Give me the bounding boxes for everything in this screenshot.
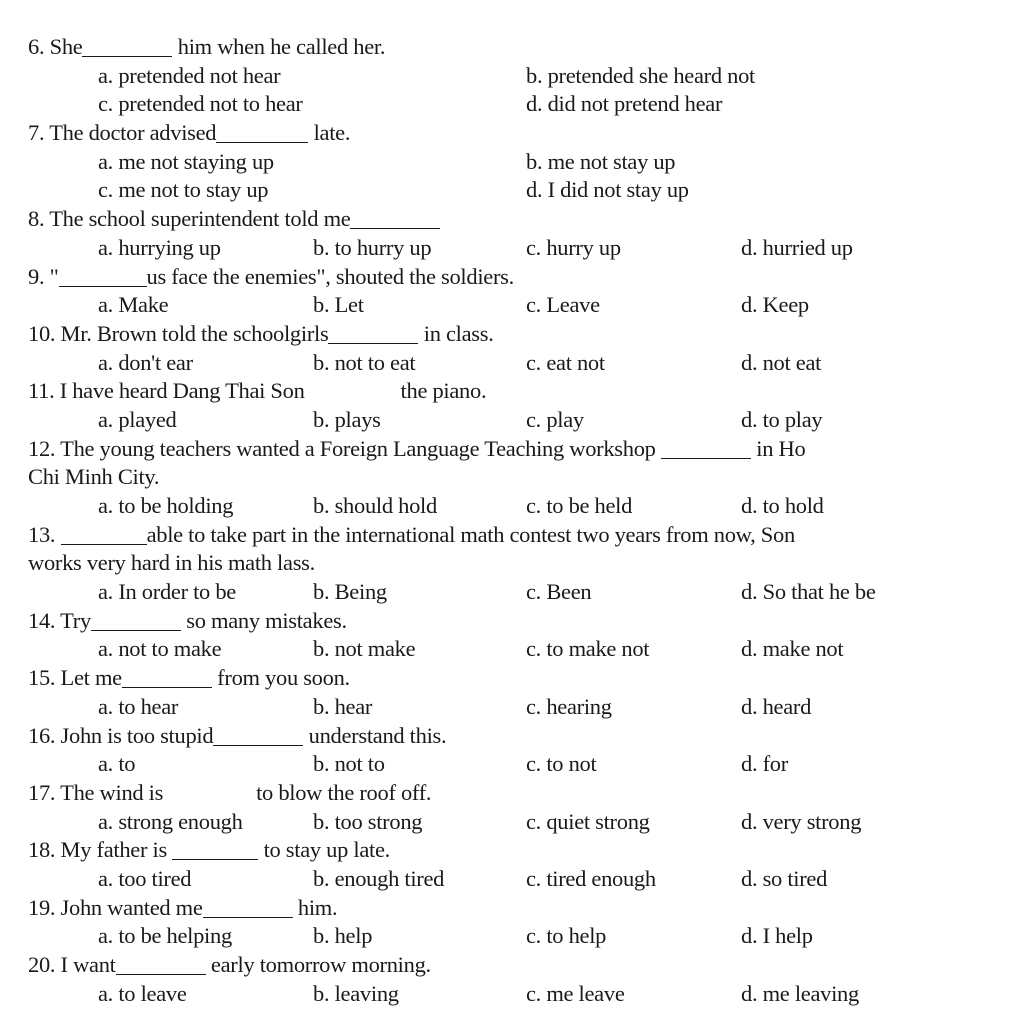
option-c: c. eat not <box>526 349 605 375</box>
question-16-prompt: 16. John is too stupid <box>28 722 214 748</box>
question-15-options <box>28 693 998 722</box>
option-a: a. to be holding <box>98 493 234 518</box>
option-d: d. hurried up <box>741 234 853 260</box>
question-19-prompt: 19. John wanted me <box>28 894 203 920</box>
question-7-prompt: 7. The doctor advised <box>28 120 217 146</box>
option-b: b. not to <box>313 751 385 777</box>
answer-blank <box>213 725 303 746</box>
question-7-options-row-2 <box>28 176 998 205</box>
question-19-options <box>28 922 998 951</box>
answer-blank <box>91 610 181 631</box>
answer-blank <box>203 897 293 918</box>
question-18-prompt: 18. My father is <box>28 837 173 863</box>
option-c: c. me not to stay up <box>98 177 269 203</box>
question-13-prompt: 13. <box>28 521 61 547</box>
question-14-prompt-end: so many mistakes. <box>180 607 347 633</box>
option-b: b. plays <box>313 406 381 432</box>
question-6-prompt: 6. She <box>28 34 83 59</box>
option-d: d. heard <box>741 693 812 719</box>
question-20-prompt: 20. I want <box>28 952 116 977</box>
question-9-prompt: 9. " <box>28 263 59 289</box>
option-c: c. tired enough <box>526 865 656 891</box>
option-a: a. too tired <box>98 865 192 891</box>
option-c: c. to make not <box>526 636 650 662</box>
question-14-prompt: 14. Try <box>28 607 91 633</box>
option-a: a. In order to be <box>98 579 236 605</box>
option-c: c. play <box>526 406 584 432</box>
option-c: c. quiet strong <box>526 808 650 834</box>
question-20-prompt-end: early tomorrow morning. <box>205 952 431 977</box>
answer-blank <box>82 36 172 57</box>
option-a: a. to leave <box>98 980 187 1006</box>
option-b: b. Being <box>313 579 387 605</box>
option-b: b. hear <box>313 693 373 719</box>
option-a: a. hurrying up <box>98 234 221 260</box>
question-6-options-row-2 <box>28 90 998 119</box>
question-11-prompt: 11. I have heard Dang Thai Son <box>28 378 305 404</box>
option-d: d. not eat <box>741 349 822 375</box>
answer-blank <box>661 438 751 459</box>
question-11-options <box>28 406 998 435</box>
answer-blank <box>163 783 256 803</box>
option-c: c. hurry up <box>526 234 621 260</box>
option-d: d. so tired <box>741 865 828 891</box>
option-c: c. to not <box>526 751 597 777</box>
question-15-prompt: 15. Let me <box>28 665 122 691</box>
question-12-prompt-cont: Chi Minh City. <box>28 464 160 490</box>
option-b: b. leaving <box>313 980 399 1006</box>
question-16-prompt-end: understand this. <box>303 722 447 748</box>
option-a: a. me not staying up <box>98 148 274 174</box>
answer-blank <box>305 381 401 401</box>
question-17 <box>28 779 998 808</box>
question-8 <box>28 205 998 234</box>
question-8-prompt: 8. The school superintendent told me <box>28 206 351 232</box>
question-8-options <box>28 234 998 263</box>
answer-blank <box>216 122 308 143</box>
option-b: b. pretended she heard not <box>526 62 755 88</box>
question-7 <box>28 119 998 148</box>
question-19-prompt-end: him. <box>292 894 338 920</box>
exercise-worksheet <box>28 33 998 1008</box>
answer-blank <box>122 667 212 688</box>
question-10-prompt-end: in class. <box>418 320 494 346</box>
question-18-options <box>28 865 998 894</box>
option-c: c. Leave <box>526 292 600 318</box>
question-15 <box>28 664 998 693</box>
option-c: c. me leave <box>526 980 625 1006</box>
question-14 <box>28 607 998 636</box>
question-6 <box>28 33 998 62</box>
option-b: b. enough tired <box>313 865 445 891</box>
answer-blank <box>61 524 147 545</box>
option-a: a. to <box>98 751 136 777</box>
question-6-options-row-1 <box>28 62 998 91</box>
option-b: b. too strong <box>313 808 423 834</box>
option-b: b. help <box>313 923 373 949</box>
question-10 <box>28 320 998 349</box>
question-17-prompt: 17. The wind is <box>28 779 164 805</box>
option-a: a. to hear <box>98 693 179 719</box>
question-12-options <box>28 492 998 521</box>
answer-blank <box>116 954 206 975</box>
question-6-prompt-end: him when he called her. <box>172 34 386 59</box>
option-c: c. hearing <box>526 693 612 719</box>
question-11-prompt-end: the piano. <box>400 378 487 404</box>
question-17-options <box>28 808 998 837</box>
question-18-prompt-end: to stay up late. <box>258 837 390 863</box>
question-13-options <box>28 578 998 607</box>
question-13-prompt-end: able to take part in the international math contest two years from now, Son <box>146 521 795 547</box>
option-d: d. for <box>741 751 788 777</box>
question-7-options-row-1 <box>28 148 998 177</box>
option-d: d. did not pretend hear <box>526 91 723 117</box>
option-d: d. to play <box>741 406 823 432</box>
question-17-prompt-end: to blow the roof off. <box>256 779 432 805</box>
option-a: a. strong enough <box>98 808 243 834</box>
option-d: d. I did not stay up <box>526 177 689 203</box>
option-b: b. should hold <box>313 493 437 518</box>
question-13-prompt-cont: works very hard in his math lass. <box>28 550 315 576</box>
option-c: c. to be held <box>526 493 633 518</box>
question-12-prompt-end: in Ho <box>750 435 806 461</box>
option-b: b. Let <box>313 292 364 318</box>
option-b: b. me not stay up <box>526 148 676 174</box>
option-a: a. not to make <box>98 636 222 662</box>
question-20 <box>28 951 998 980</box>
option-a: a. Make <box>98 292 169 318</box>
option-b: b. not to eat <box>313 349 416 375</box>
option-b: b. to hurry up <box>313 234 432 260</box>
question-9-prompt-end: us face the enemies", shouted the soldiers. <box>146 263 514 289</box>
option-d: d. me leaving <box>741 980 859 1006</box>
question-15-prompt-end: from you soon. <box>211 665 350 691</box>
question-10-prompt: 10. Mr. Brown told the schoolgirls <box>28 320 329 346</box>
question-13-continuation <box>28 549 998 578</box>
option-d: d. very strong <box>741 808 862 834</box>
question-12-prompt: 12. The young teachers wanted a Foreign Language Teaching workshop <box>28 435 661 461</box>
question-14-options <box>28 635 998 664</box>
option-c: c. to help <box>526 923 607 949</box>
option-b: b. not make <box>313 636 416 662</box>
option-a: a. to be helping <box>98 923 232 949</box>
option-d: d. So that he be <box>741 579 876 605</box>
question-16 <box>28 722 998 751</box>
option-c: c. Been <box>526 579 592 605</box>
option-d: d. Keep <box>741 292 809 318</box>
question-11 <box>28 377 998 406</box>
question-12-continuation <box>28 463 998 492</box>
question-20-options <box>28 980 998 1009</box>
option-d: d. to hold <box>741 493 824 518</box>
option-d: d. make not <box>741 636 844 662</box>
question-9-options <box>28 291 998 320</box>
answer-blank <box>59 266 147 287</box>
question-16-options <box>28 750 998 779</box>
question-19 <box>28 894 998 923</box>
option-a: a. don't ear <box>98 349 193 375</box>
answer-blank <box>328 323 418 344</box>
option-c: c. pretended not to hear <box>98 91 303 117</box>
question-12 <box>28 435 998 464</box>
answer-blank <box>172 839 258 860</box>
question-9 <box>28 263 998 292</box>
option-d: d. I help <box>741 923 813 949</box>
question-18 <box>28 836 998 865</box>
option-a: a. played <box>98 406 177 432</box>
answer-blank <box>350 208 440 229</box>
question-7-prompt-end: late. <box>308 120 351 146</box>
option-a: a. pretended not hear <box>98 62 281 88</box>
question-10-options <box>28 349 998 378</box>
question-13 <box>28 521 998 550</box>
